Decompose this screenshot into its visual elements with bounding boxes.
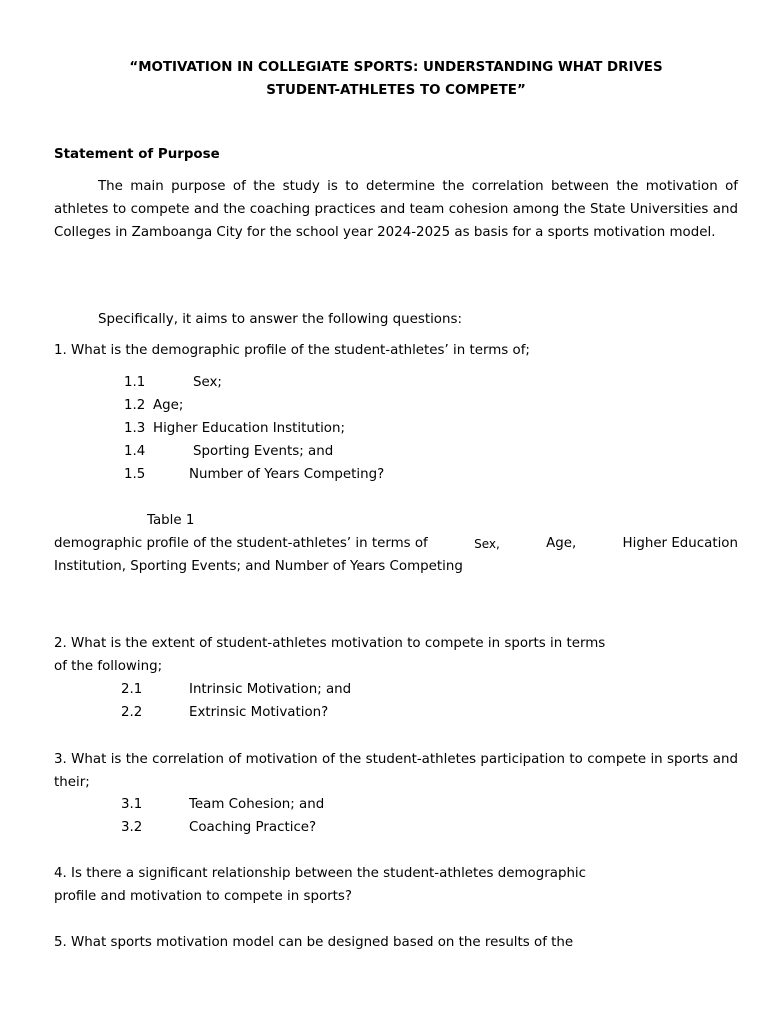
q1-item-label: Age;: [153, 398, 184, 413]
q1-item-num: 1.1: [124, 375, 146, 390]
q1-item-label: Sex;: [193, 375, 222, 390]
table-caption-line-2: Institution, Sporting Events; and Number of Years Competing: [54, 559, 463, 574]
question-1: 1. What is the demographic profile of the student-athletes’ in terms of;: [54, 343, 530, 358]
q3-item-num: 3.2: [121, 820, 143, 835]
table-caption-text: demographic profile of the student-athletes’ in terms of: [54, 536, 428, 551]
q3-item-num: 3.1: [121, 797, 143, 812]
q3-item-label: Team Cohesion; and: [189, 797, 325, 812]
q2-item-label: Intrinsic Motivation; and: [189, 682, 352, 697]
question-3: 3. What is the correlation of motivation of the student-athletes participation to compete in sports and their;: [54, 752, 738, 790]
question-2-line-1: 2. What is the extent of student-athletes motivation to compete in sports in terms: [54, 636, 606, 651]
section-heading: Statement of Purpose: [54, 147, 220, 162]
question-5-line-1: 5. What sports motivation model can be designed based on the results of the: [54, 935, 574, 950]
question-4-line-1: 4. Is there a significant relationship between the student-athletes demographic: [54, 866, 587, 881]
q3-item-label: Coaching Practice?: [189, 820, 317, 835]
title-line-2: STUDENT-ATHLETES TO COMPETE”: [266, 83, 526, 98]
table-label: Table 1: [147, 513, 195, 528]
q2-item-num: 2.1: [121, 682, 143, 697]
table-caption-line-1: [54, 536, 738, 551]
q2-item-num: 2.2: [121, 705, 143, 720]
table-caption-age: Age,: [546, 536, 577, 551]
purpose-paragraph: The main purpose of the study is to determine the correlation between the motivation of athletes to compete and the coaching practices and team cohesion among the State Universities and Colleges in Zamboanga City for the school year 2024-2025 as basis for a sports motivation model.: [54, 179, 738, 240]
table-caption-sex: Sex,: [474, 537, 500, 551]
title-line-1: “MOTIVATION IN COLLEGIATE SPORTS: UNDERSTANDING WHAT DRIVES: [129, 60, 663, 75]
q1-item-num: 1.2: [124, 398, 146, 413]
question-4-line-2: profile and motivation to compete in sports?: [54, 889, 353, 904]
q1-item-num: 1.4: [124, 444, 146, 459]
table-caption-hei: Higher Education: [622, 536, 738, 551]
q1-item-label: Number of Years Competing?: [189, 467, 385, 482]
specifically-intro: Specifically, it aims to answer the following questions:: [98, 312, 462, 327]
q1-item-label: Higher Education Institution;: [153, 421, 345, 436]
q1-item-label: Sporting Events; and: [193, 444, 334, 459]
question-2-line-2: of the following;: [54, 659, 163, 674]
q1-item-num: 1.5: [124, 467, 146, 482]
q2-item-label: Extrinsic Motivation?: [189, 705, 329, 720]
q1-item-num: 1.3: [124, 421, 146, 436]
